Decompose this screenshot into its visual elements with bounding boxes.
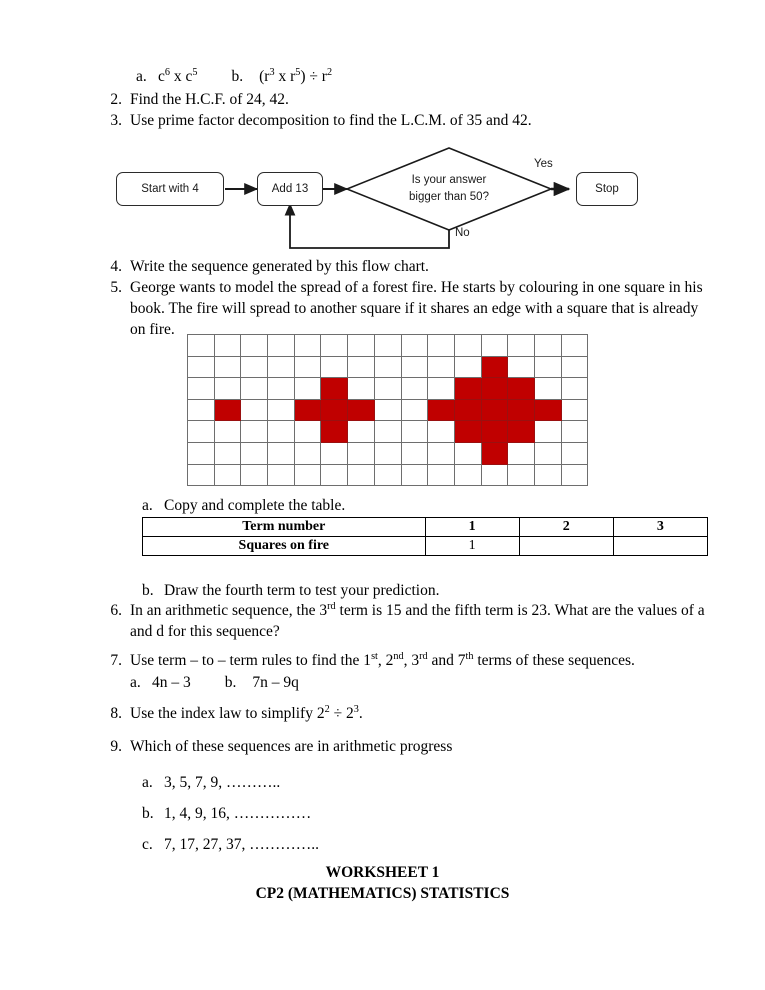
fire-grid-cell bbox=[534, 378, 561, 400]
question-6-number: 6. bbox=[110, 602, 122, 619]
q7-ordinal-2: nd bbox=[393, 650, 404, 662]
fire-grid-cell bbox=[428, 335, 455, 357]
q1-part-b-mid: x r bbox=[274, 68, 296, 85]
question-8-number: 8. bbox=[110, 705, 122, 722]
fire-grid-cell bbox=[508, 356, 535, 378]
question-7 bbox=[104, 650, 716, 693]
fire-grid-cell bbox=[534, 464, 561, 486]
q9-item-b-text: 1, 4, 9, 16, …………… bbox=[164, 805, 312, 822]
fire-grid-cell bbox=[401, 464, 428, 486]
question-3 bbox=[104, 110, 714, 131]
fire-grid-cell bbox=[321, 356, 348, 378]
fire-grid-cell bbox=[401, 356, 428, 378]
terms-table-body bbox=[143, 518, 708, 556]
fire-grid-row bbox=[188, 442, 588, 464]
document-title: WORKSHEET 1 bbox=[325, 864, 440, 881]
fire-grid-cell bbox=[268, 421, 295, 443]
fire-grid-cell bbox=[374, 421, 401, 443]
q7-part-b-letter: b. bbox=[224, 674, 237, 691]
fire-grid-cell bbox=[561, 356, 588, 378]
fire-grid-cell-on bbox=[481, 356, 508, 378]
q8-text-pre: Use the index law to simplify 2 bbox=[130, 705, 325, 722]
q7-text-pre: Use term – to – term rules to find the 1 bbox=[130, 652, 372, 669]
flowchart-stop-label: Stop bbox=[595, 183, 619, 195]
q5-part-b-letter: b. bbox=[142, 582, 154, 599]
question-9-text: Which of these sequences are in arithmetic progress bbox=[130, 738, 453, 755]
question-5-text: George wants to model the spread of a forest fire. He starts by colouring in one square in his book. The fire will spread to another square if it shares an edge with a square that is already on fire. bbox=[130, 279, 703, 338]
question-9-item-c-body bbox=[142, 834, 702, 855]
question-9 bbox=[104, 736, 716, 757]
fire-grid-cell bbox=[188, 335, 215, 357]
q8-text-post: . bbox=[358, 705, 363, 722]
fire-grid-cell-on bbox=[508, 421, 535, 443]
question-6 bbox=[104, 600, 716, 642]
flowchart-decision-line-2: bigger than 50? bbox=[409, 191, 489, 203]
fire-grid-cell-on bbox=[508, 378, 535, 400]
q1-part-b-exponent-3: 2 bbox=[326, 66, 333, 78]
terms-table-row-label: Squares on fire bbox=[143, 537, 426, 556]
fire-grid-cell-on bbox=[214, 399, 241, 421]
q1-part-b-exponent-2: 5 bbox=[295, 66, 301, 78]
fire-grid-row bbox=[188, 356, 588, 378]
q1-part-a-exponent-1: 6 bbox=[164, 66, 170, 78]
fire-grid-cell bbox=[508, 464, 535, 486]
fire-grid-cell bbox=[534, 335, 561, 357]
fire-spread-grid bbox=[187, 334, 588, 486]
fire-grid-cell bbox=[534, 421, 561, 443]
fire-grid-cell bbox=[188, 378, 215, 400]
q1-part-b-open: (r bbox=[259, 68, 270, 85]
fire-grid-row bbox=[188, 378, 588, 400]
fire-grid-cell bbox=[374, 378, 401, 400]
terms-table-cell: 1 bbox=[425, 518, 519, 537]
fire-grid-cell-on bbox=[508, 399, 535, 421]
q7-part-b-text: 7n – 9q bbox=[252, 674, 299, 691]
fire-grid-cell bbox=[454, 464, 481, 486]
fire-grid-row bbox=[188, 399, 588, 421]
q1-part-b-close: ) ÷ r bbox=[300, 68, 327, 85]
fire-grid-cell bbox=[188, 442, 215, 464]
q7-text-mid-3: and 7 bbox=[427, 652, 466, 669]
fire-grid-cell bbox=[268, 442, 295, 464]
fire-grid-cell bbox=[428, 464, 455, 486]
question-2-text: Find the H.C.F. of 24, 42. bbox=[130, 91, 289, 108]
q9-item-c-text: 7, 17, 27, 37, ………….. bbox=[164, 836, 319, 853]
question-4-text: Write the sequence generated by this flow chart. bbox=[130, 258, 429, 275]
fire-grid-cell bbox=[268, 399, 295, 421]
fire-grid-cell bbox=[241, 464, 268, 486]
fire-grid-cell-on bbox=[348, 399, 375, 421]
question-4-number: 4. bbox=[110, 258, 122, 275]
fire-grid-cell bbox=[241, 356, 268, 378]
terms-table-cell bbox=[519, 537, 613, 556]
fire-grid-cell bbox=[401, 399, 428, 421]
fire-grid-cell bbox=[268, 378, 295, 400]
fire-grid-cell bbox=[561, 464, 588, 486]
flowchart-no-label: No bbox=[455, 227, 470, 239]
fire-grid-cell-on bbox=[481, 399, 508, 421]
question-3-text: Use prime factor decomposition to find the L.C.M. of 35 and 42. bbox=[130, 112, 532, 129]
fire-grid-cell bbox=[214, 464, 241, 486]
question-7-body bbox=[130, 650, 716, 693]
q7-part-a-letter: a. bbox=[130, 674, 141, 691]
flowchart-start-node bbox=[116, 172, 224, 206]
q7-text-post: terms of these sequences. bbox=[473, 652, 635, 669]
fire-grid-cell bbox=[294, 464, 321, 486]
q9-item-a-text: 3, 5, 7, 9, ……….. bbox=[164, 774, 281, 791]
fire-grid-cell bbox=[348, 421, 375, 443]
q9-item-c-letter: c. bbox=[142, 836, 153, 853]
q5-part-b-text: Draw the fourth term to test your prediction. bbox=[164, 582, 440, 599]
fire-grid-cell bbox=[428, 356, 455, 378]
fire-grid-cell bbox=[374, 442, 401, 464]
fire-grid-cell bbox=[214, 356, 241, 378]
fire-grid-cell bbox=[214, 335, 241, 357]
fire-grid-cell bbox=[188, 399, 215, 421]
fire-grid-cell bbox=[428, 421, 455, 443]
q6-text-post: term is 15 and the fifth term is 23. What are the values of a and d for this sequence? bbox=[130, 602, 705, 640]
fire-grid-cell bbox=[188, 356, 215, 378]
fire-grid-cell bbox=[401, 378, 428, 400]
fire-grid-cell bbox=[561, 442, 588, 464]
question-9-item-b-body bbox=[142, 803, 702, 824]
q9-item-b-letter: b. bbox=[142, 805, 154, 822]
question-3-number: 3. bbox=[110, 112, 122, 129]
q1-part-a-letter: a. bbox=[136, 68, 147, 85]
fire-grid-cell bbox=[348, 442, 375, 464]
fire-grid-cell bbox=[401, 335, 428, 357]
fire-grid-cell bbox=[188, 464, 215, 486]
q1-part-a-exponent-2: 5 bbox=[192, 66, 198, 78]
fire-grid-cell bbox=[241, 421, 268, 443]
question-5 bbox=[104, 277, 712, 340]
flowchart-start-label: Start with 4 bbox=[141, 183, 199, 195]
fire-grid-row bbox=[188, 464, 588, 486]
q9-item-a-letter: a. bbox=[142, 774, 153, 791]
flow-chart-diagram bbox=[110, 142, 670, 254]
fire-grid-cell bbox=[348, 378, 375, 400]
q1-part-b-exponent-1: 3 bbox=[269, 66, 275, 78]
q6-text-pre: In an arithmetic sequence, the 3 bbox=[130, 602, 328, 619]
fire-grid-cell bbox=[241, 399, 268, 421]
fire-grid-cell bbox=[481, 464, 508, 486]
document-footer bbox=[0, 862, 765, 904]
question-2 bbox=[104, 89, 714, 110]
question-4 bbox=[104, 256, 714, 277]
terms-table-cell: 3 bbox=[613, 518, 707, 537]
q7-text-mid-1: , 2 bbox=[377, 652, 394, 669]
fire-grid-cell-on bbox=[481, 442, 508, 464]
fire-grid-row bbox=[188, 335, 588, 357]
fire-grid-cell bbox=[241, 335, 268, 357]
fire-grid-cell-on bbox=[321, 421, 348, 443]
fire-grid-cell bbox=[374, 335, 401, 357]
fire-grid-cell bbox=[454, 442, 481, 464]
question-5-number: 5. bbox=[110, 279, 122, 296]
fire-grid-cell bbox=[454, 356, 481, 378]
terms-table-row bbox=[143, 518, 708, 537]
question-1-body bbox=[136, 66, 710, 87]
fire-grid-cell bbox=[401, 421, 428, 443]
flowchart-process-label: Add 13 bbox=[271, 183, 309, 195]
fire-grid-cell-on bbox=[294, 399, 321, 421]
q5-part-a-letter: a. bbox=[142, 497, 153, 514]
question-9-number: 9. bbox=[110, 738, 122, 755]
question-9-item-a-body bbox=[142, 772, 702, 793]
terms-table-cell bbox=[613, 537, 707, 556]
q7-ordinal-3: rd bbox=[419, 650, 428, 662]
flowchart-decision-line-1: Is your answer bbox=[411, 174, 487, 186]
fire-grid-cell-on bbox=[454, 378, 481, 400]
fire-grid-cell bbox=[348, 356, 375, 378]
fire-grid-cell bbox=[508, 335, 535, 357]
q1-part-a-mid: x c bbox=[170, 68, 193, 85]
fire-grid-cell bbox=[374, 464, 401, 486]
q7-text-mid-2: , 3 bbox=[403, 652, 420, 669]
fire-grid-cell bbox=[374, 356, 401, 378]
q7-ordinal-4: th bbox=[465, 650, 474, 662]
fire-grid-cell-on bbox=[321, 378, 348, 400]
question-1-parts bbox=[110, 66, 710, 87]
fire-grid-cell-on bbox=[454, 399, 481, 421]
fire-grid-cell bbox=[428, 442, 455, 464]
q7-parts-row bbox=[130, 672, 716, 693]
q8-exponent-2: 3 bbox=[353, 703, 359, 715]
q1-part-a-base: c bbox=[158, 68, 165, 85]
flowchart-stop-node bbox=[576, 172, 638, 206]
terms-table bbox=[142, 517, 708, 556]
q8-exponent-1: 2 bbox=[324, 703, 330, 715]
question-5-part-b bbox=[142, 580, 702, 601]
terms-table-row bbox=[143, 537, 708, 556]
fire-grid-cell bbox=[214, 378, 241, 400]
q1-part-b-letter: b. bbox=[231, 68, 244, 85]
document-subtitle: CP2 (MATHEMATICS) STATISTICS bbox=[255, 885, 510, 902]
question-9-item-b bbox=[142, 803, 702, 824]
fire-grid-cell-on bbox=[454, 421, 481, 443]
question-5-part-a bbox=[142, 495, 702, 516]
fire-grid-cell bbox=[188, 421, 215, 443]
fire-grid-cell bbox=[241, 442, 268, 464]
fire-grid-cell-on bbox=[481, 421, 508, 443]
fire-grid-cell bbox=[508, 442, 535, 464]
fire-grid-cell bbox=[454, 335, 481, 357]
fire-grid-cell bbox=[268, 335, 295, 357]
q8-text-mid: ÷ 2 bbox=[329, 705, 354, 722]
question-7-number: 7. bbox=[110, 652, 122, 669]
fire-grid-cell-on bbox=[481, 378, 508, 400]
terms-table-row-label: Term number bbox=[143, 518, 426, 537]
terms-table-cell: 1 bbox=[425, 537, 519, 556]
question-5-part-b-body bbox=[142, 580, 702, 601]
question-5-part-a-body bbox=[142, 495, 702, 516]
flowchart-process-node bbox=[257, 172, 323, 206]
fire-grid-cell bbox=[534, 356, 561, 378]
fire-grid-cell bbox=[214, 442, 241, 464]
fire-grid-cell bbox=[561, 421, 588, 443]
fire-grid-cell-on bbox=[428, 399, 455, 421]
terms-table-cell: 2 bbox=[519, 518, 613, 537]
fire-grid-cell bbox=[294, 421, 321, 443]
question-8 bbox=[104, 703, 716, 724]
fire-spread-grid-body bbox=[188, 335, 588, 486]
fire-grid-cell bbox=[561, 399, 588, 421]
flowchart-decision-node-text bbox=[369, 172, 529, 206]
question-8-body bbox=[130, 703, 716, 724]
fire-grid-cell bbox=[401, 442, 428, 464]
fire-grid-cell bbox=[294, 335, 321, 357]
fire-grid-cell bbox=[374, 399, 401, 421]
question-9-item-a bbox=[142, 772, 702, 793]
fire-grid-cell bbox=[348, 464, 375, 486]
question-6-body bbox=[130, 600, 716, 642]
fire-grid-cell bbox=[561, 378, 588, 400]
fire-grid-cell bbox=[294, 356, 321, 378]
question-9-item-c bbox=[142, 834, 702, 855]
fire-grid-cell-on bbox=[321, 399, 348, 421]
q7-part-a-text: 4n – 3 bbox=[152, 674, 191, 691]
fire-grid-cell bbox=[268, 464, 295, 486]
flowchart-yes-label: Yes bbox=[534, 158, 553, 170]
fire-grid-cell bbox=[348, 335, 375, 357]
question-2-number: 2. bbox=[110, 91, 122, 108]
q6-ordinal-suffix: rd bbox=[327, 600, 336, 612]
fire-grid-cell bbox=[241, 378, 268, 400]
fire-grid-cell bbox=[481, 335, 508, 357]
q7-ordinal-1: st bbox=[371, 650, 378, 662]
fire-grid-cell bbox=[294, 378, 321, 400]
fire-grid-cell bbox=[321, 335, 348, 357]
fire-grid-cell bbox=[214, 421, 241, 443]
fire-grid-cell bbox=[321, 442, 348, 464]
fire-grid-cell bbox=[268, 356, 295, 378]
q5-part-a-text: Copy and complete the table. bbox=[164, 497, 346, 514]
fire-grid-cell bbox=[428, 378, 455, 400]
fire-grid-cell bbox=[534, 442, 561, 464]
fire-grid-cell bbox=[321, 464, 348, 486]
fire-grid-cell bbox=[561, 335, 588, 357]
fire-grid-row bbox=[188, 421, 588, 443]
fire-grid-cell-on bbox=[534, 399, 561, 421]
fire-grid-cell bbox=[294, 442, 321, 464]
